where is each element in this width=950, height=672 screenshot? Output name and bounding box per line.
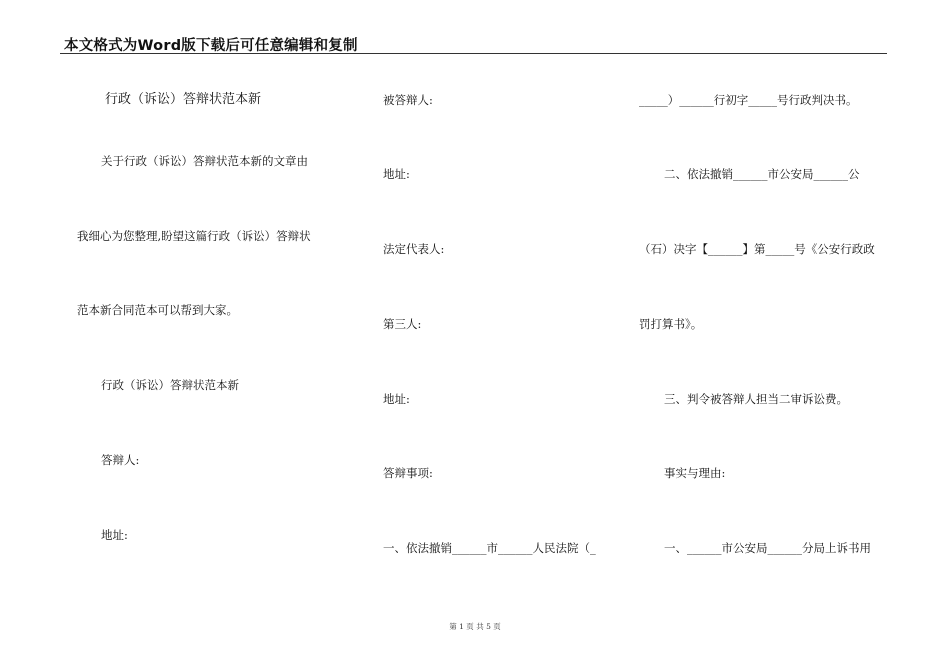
page-header-text: 本文格式为Word版下载后可任意编辑和复制 [64,38,358,54]
legal-representative-label: 法定代表人: [383,242,445,256]
subtitle-line: 行政（诉讼）答辩状范本新 [101,378,239,392]
paragraph-line: （石）决字【______】第_____号《公安行政政 [639,242,875,256]
paragraph-line: 一、依法撤销______市______人民法院（_ [383,541,596,555]
page-footer: 第 1 页 共 5 页 [449,622,501,631]
reply-matters-label: 答辩事项: [383,466,433,480]
respondent-label: 答辩人: [101,453,140,467]
address-label: 地址: [383,392,410,406]
document-title: 行政（诉讼）答辩状范本新 [105,92,262,107]
address-label: 地址: [101,528,128,542]
defendant-label: 被答辩人: [383,93,433,107]
paragraph-line: 三、判令被答辩人担当二审诉讼费。 [664,392,848,406]
paragraph-line: 关于行政（诉讼）答辩状范本新的文章由 [101,154,308,168]
paragraph-line: 罚打算书》。 [639,317,703,331]
header-divider [60,53,887,54]
paragraph-line: 二、依法撤销______市公安局______公 [664,167,860,181]
third-party-label: 第三人: [383,317,422,331]
paragraph-line: 范本新合同范本可以帮到大家。 [77,303,238,317]
facts-reasons-label: 事实与理由: [664,466,726,480]
paragraph-line: _____）______行初字_____号行政判决书。 [639,93,858,107]
address-label: 地址: [383,167,410,181]
paragraph-line: 我细心为您整理,盼望这篇行政（诉讼）答辩状 [77,229,311,243]
paragraph-line: 一、______市公安局______分局上诉书用 [664,541,871,555]
